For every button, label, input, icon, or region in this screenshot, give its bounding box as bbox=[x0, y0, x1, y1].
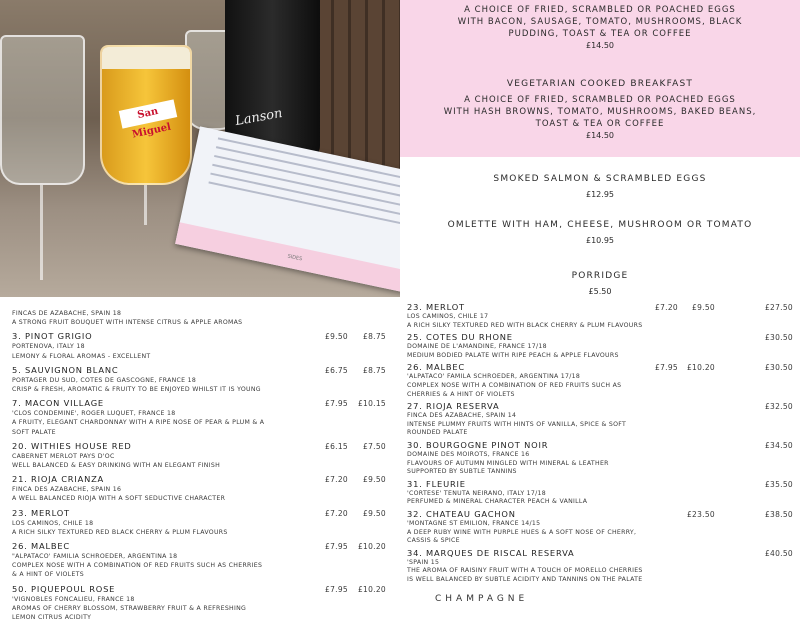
wine-detail: A RICH SILKY TEXTURED RED BLACK CHERRY & PLUM FLAVOURS bbox=[12, 528, 228, 536]
menu-item-title: PORRIDGE bbox=[571, 271, 629, 281]
wine-price: £34.50 bbox=[764, 440, 793, 450]
menu-item-description: A CHOICE OF FRIED, SCRAMBLED OR POACHED EGGS bbox=[464, 95, 736, 105]
wine-detail: LOS CAMINOS, CHILE 18 bbox=[12, 519, 94, 527]
wine-entry bbox=[407, 509, 797, 546]
wine-detail: CRISP & FRESH, AROMATIC & FRUITY TO BE ENJOYED WHILST IT IS YOUNG bbox=[12, 386, 261, 394]
wine-title: 27. RIOJA RESERVA bbox=[407, 401, 500, 412]
menu-item-description: WITH HASH BROWNS, TOMATO, MUSHROOMS, BAKED BEANS, bbox=[443, 107, 757, 117]
wine-detail: 'VIGNOBLES FONCALIEU, FRANCE 18 bbox=[12, 595, 135, 603]
wine-entry bbox=[407, 362, 797, 399]
wine-detail: "ALPATACO' FAMILIA SCHROEDER, ARGENTINA 18 bbox=[12, 553, 178, 561]
wine-detail: ROUNDED PALATE bbox=[407, 429, 468, 437]
wine-detail: AROMAS OF CHERRY BLOSSOM, STRAWBERRY FRUIT & A REFRESHING bbox=[12, 604, 247, 612]
wine-price: £7.20 bbox=[325, 475, 348, 485]
wine-price: £10.20 bbox=[357, 584, 386, 594]
wine-title: 20. WITHIES HOUSE RED bbox=[12, 440, 132, 451]
wine-price: £6.15 bbox=[325, 441, 348, 451]
wine-price: £9.50 bbox=[363, 475, 386, 485]
menu-item bbox=[400, 173, 800, 201]
wine-entry bbox=[407, 479, 797, 507]
menu-card-sides: SIDES bbox=[175, 222, 400, 293]
wine-title: 23. MERLOT bbox=[12, 507, 70, 518]
wine-price: £7.50 bbox=[363, 441, 386, 451]
wine-price: £8.75 bbox=[363, 365, 386, 375]
bucket-logo: Lanson bbox=[234, 105, 284, 130]
wine-detail: CASSIS & SPICE bbox=[407, 537, 460, 545]
wine-price: £35.50 bbox=[764, 479, 793, 489]
menu-item-description: PUDDING, TOAST & TEA OR COFFEE bbox=[508, 29, 692, 39]
wine-title: 31. FLEURIE bbox=[407, 478, 466, 489]
menu-item-price: £14.50 bbox=[586, 131, 614, 140]
beer-stem bbox=[144, 185, 147, 225]
wine-detail: LEMONY & FLORAL AROMAS - EXCELLENT bbox=[12, 352, 151, 360]
wine-price: £7.95 bbox=[325, 542, 348, 552]
menu-item-price: £5.50 bbox=[588, 287, 612, 296]
wine-entry bbox=[12, 365, 400, 394]
wine-detail: SOFT PALATE bbox=[12, 428, 56, 436]
wine-entry bbox=[12, 441, 400, 470]
menu-item bbox=[400, 4, 800, 52]
restaurant-table-photo bbox=[0, 0, 400, 297]
wine-detail: INTENSE PLUMMY FRUITS WITH HINTS OF VANILLA, SPICE & SOFT bbox=[407, 420, 627, 428]
wine-title: 26. MALBEC bbox=[407, 362, 466, 373]
wine-detail: 'CORTESE' TENUTA NEIRANO, ITALY 17/18 bbox=[407, 489, 547, 497]
wine-detail: 'SPAIN 15 bbox=[407, 558, 440, 566]
wine-title: 50. PIQUEPOUL ROSE bbox=[12, 583, 116, 594]
wine-list-left bbox=[12, 309, 400, 626]
wine-detail: & A HINT OF VIOLETS bbox=[12, 571, 84, 579]
wine-title: 5. SAUVIGNON BLANC bbox=[12, 364, 119, 375]
wine-detail: MEDIUM BODIED PALATE WITH RIPE PEACH & APPLE FLAVOURS bbox=[407, 351, 619, 359]
menu-item-description: TOAST & TEA OR COFFEE bbox=[535, 119, 665, 129]
wine-entry bbox=[12, 474, 400, 503]
wine-detail: COMPLEX NOSE WITH A COMBINATION OF RED FRUITS SUCH AS CHERRIES bbox=[12, 562, 263, 570]
wine-entry bbox=[12, 331, 400, 360]
wine-detail: A RICH SILKY TEXTURED RED WITH BLACK CHERRY & PLUM FLAVOURS bbox=[407, 321, 643, 329]
wine-detail: PORTENOVA, ITALY 18 bbox=[12, 343, 85, 351]
wine-price: £10.20 bbox=[686, 363, 715, 373]
wine-detail: PERFUMED & MINERAL CHARACTER PEACH & VANILLA bbox=[407, 498, 588, 506]
wine-detail: DOMAINE DE L'AMANDINE, FRANCE 17/18 bbox=[407, 343, 547, 351]
wine-title: 3. PINOT GRIGIO bbox=[12, 331, 93, 342]
wine-entry bbox=[407, 302, 797, 330]
wine-title: 26. MALBEC bbox=[12, 541, 71, 552]
wine-detail: A DEEP RUBY WINE WITH PURPLE HUES & A SOFT NOSE OF CHERRY, bbox=[407, 528, 637, 536]
wine-price: £7.95 bbox=[655, 363, 678, 373]
wine-detail: A WELL BALANCED RIOJA WITH A SOFT SEDUCTIVE CHARACTER bbox=[12, 495, 226, 503]
wine-price: £30.50 bbox=[764, 363, 793, 373]
wine-price: £38.50 bbox=[764, 509, 793, 519]
wine-entry bbox=[407, 440, 797, 477]
menu-item-title: VEGETARIAN COOKED BREAKFAST bbox=[506, 79, 694, 89]
wine-entry bbox=[407, 548, 797, 585]
wine-title: 30. BOURGOGNE PINOT NOIR bbox=[407, 439, 549, 450]
wine-price: £7.95 bbox=[325, 584, 348, 594]
menu-item-price: £14.50 bbox=[586, 41, 614, 50]
wine-detail: COMPLEX NOSE WITH A COMBINATION OF RED FRUITS SUCH AS bbox=[407, 381, 622, 389]
wine-entry bbox=[12, 584, 400, 623]
wine-title: 32. CHATEAU GACHON bbox=[407, 508, 516, 519]
wine-detail: FINCA DES AZABACHE, SPAIN 14 bbox=[407, 412, 517, 420]
wine-detail: IS WELL BALANCED BY SUBTLE ACIDITY AND TANNINS ON THE PALATE bbox=[407, 575, 643, 583]
wine-detail: FINCA DES AZABACHE, SPAIN 16 bbox=[12, 486, 122, 494]
wine-detail: 'ALPATACO' FAMILA SCHROEDER, ARGENTINA 17/18 bbox=[407, 373, 581, 381]
wine-detail: FINCAS DE AZABACHE, SPAIN 18 bbox=[12, 310, 122, 317]
wine-price: £6.75 bbox=[325, 365, 348, 375]
wine-detail: PORTAGER DU SUD, COTES DE GASCOGNE, FRANCE 18 bbox=[12, 376, 197, 384]
wine-title: 21. RIOJA CRIANZA bbox=[12, 474, 105, 485]
wine-title: 7. MACON VILLAGE bbox=[12, 398, 104, 409]
menu-item bbox=[400, 78, 800, 142]
wine-detail: THE AROMA OF RAISINY FRUIT WITH A TOUCH OF MORELLO CHERRIES bbox=[407, 567, 643, 575]
wine-detail: DOMAINE DES MOIROTS, FRANCE 16 bbox=[407, 450, 530, 458]
menu-item-title: SMOKED SALMON & SCRAMBLED EGGS bbox=[493, 174, 707, 184]
wine-detail: A STRONG FRUIT BOUQUET WITH INTENSE CITRUS & APPLE AROMAS bbox=[12, 319, 243, 327]
wine-detail: A FRUITY, ELEGANT CHARDONNAY WITH A RIPE NOSE OF PEAR & PLUM & A bbox=[12, 419, 265, 427]
wine-price: £7.20 bbox=[655, 303, 678, 312]
glass-stem bbox=[40, 185, 43, 280]
wine-title: 23. MERLOT bbox=[407, 302, 465, 312]
wine-entry bbox=[12, 309, 400, 327]
menu-item-price: £10.95 bbox=[586, 236, 614, 245]
wine-price: £9.50 bbox=[325, 332, 348, 342]
wine-price: £7.95 bbox=[325, 399, 348, 409]
wine-price: £9.50 bbox=[692, 303, 715, 312]
beer-glass bbox=[100, 45, 192, 185]
wine-detail: LEMON CITRUS ACIDITY bbox=[12, 614, 92, 622]
wine-price: £32.50 bbox=[764, 402, 793, 412]
wine-price: £23.50 bbox=[686, 509, 715, 519]
champagne-heading: CHAMPAGNE bbox=[435, 594, 529, 604]
wine-detail: CABERNET MERLOT PAYS D'OC bbox=[12, 452, 115, 460]
wine-detail: LOS CAMINOS, CHILE 17 bbox=[407, 313, 489, 320]
wine-detail: WELL BALANCED & EASY DRINKING WITH AN ELEGANT FINISH bbox=[12, 462, 221, 470]
wine-entry bbox=[407, 332, 797, 360]
wine-glass bbox=[0, 35, 85, 185]
menu-item bbox=[400, 219, 800, 247]
wine-entry bbox=[12, 541, 400, 580]
wine-price: £9.50 bbox=[363, 508, 386, 518]
wine-price: £27.50 bbox=[764, 303, 793, 312]
wine-title: 34. MARQUES DE RISCAL RESERVA bbox=[407, 547, 575, 558]
wine-price: £40.50 bbox=[764, 548, 793, 558]
wine-detail: SUPPORTED BY SUBTLE TANNINS bbox=[407, 468, 517, 476]
wine-price: £30.50 bbox=[764, 333, 793, 343]
wine-price: £8.75 bbox=[363, 332, 386, 342]
wine-entry bbox=[407, 401, 797, 438]
wine-price: £7.20 bbox=[325, 508, 348, 518]
wine-price: £10.20 bbox=[357, 542, 386, 552]
wine-detail: 'MONTAGNE ST EMILION, FRANCE 14/15 bbox=[407, 519, 541, 527]
menu-item-description: WITH BACON, SAUSAGE, TOMATO, MUSHROOMS, BLACK bbox=[457, 17, 743, 27]
menu-item bbox=[400, 270, 800, 298]
wine-price: £10.15 bbox=[357, 399, 386, 409]
wine-list-right bbox=[407, 302, 797, 586]
beer-logo: San Miguel bbox=[119, 99, 178, 128]
wine-detail: CHERRIES & A HINT OF VIOLETS bbox=[407, 390, 515, 398]
menu-item-price: £12.95 bbox=[586, 190, 614, 199]
wine-entry bbox=[12, 508, 400, 537]
menu-item-description: A CHOICE OF FRIED, SCRAMBLED OR POACHED EGGS bbox=[464, 5, 736, 15]
menu-item-title: OMLETTE WITH HAM, CHEESE, MUSHROOM OR TOMATO bbox=[447, 220, 753, 230]
wine-title: 25. COTES DU RHONE bbox=[407, 332, 513, 343]
wine-detail: 'CLOS CONDEMINE', ROGER LUQUET, FRANCE 18 bbox=[12, 410, 176, 418]
wine-detail: FLAVOURS OF AUTUMN MINGLED WITH MINERAL & LEATHER bbox=[407, 459, 609, 467]
wine-entry bbox=[12, 398, 400, 437]
